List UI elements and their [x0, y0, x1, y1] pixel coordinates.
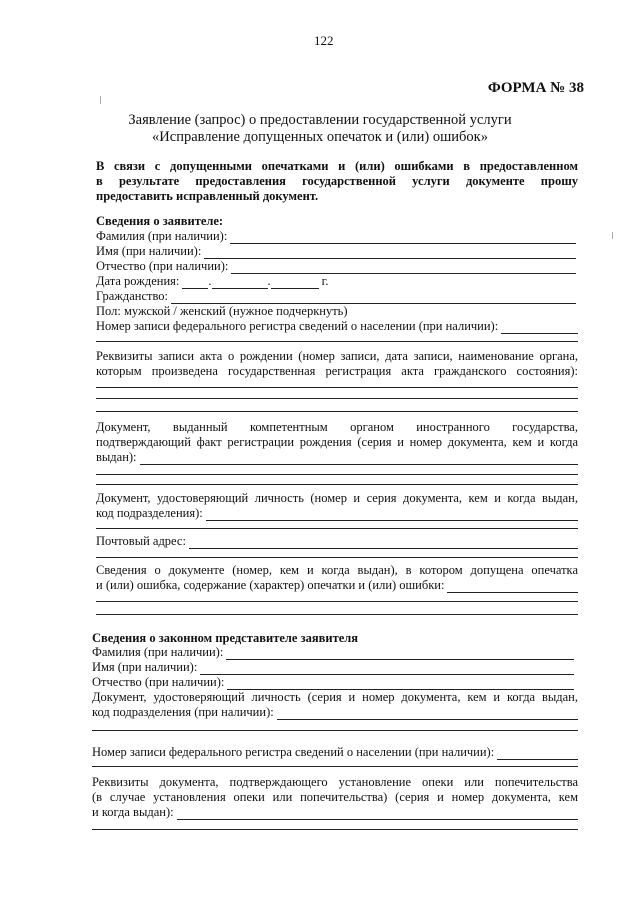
rep-name-label: Имя (при наличии):: [92, 660, 198, 674]
registry-extra-line[interactable]: [96, 341, 578, 342]
birthdate-separator: .: [208, 274, 212, 288]
foreign-doc-input-line[interactable]: [96, 484, 578, 485]
birth-year-input-line[interactable]: [271, 277, 319, 289]
address-input-line[interactable]: [189, 537, 578, 549]
name-input-line[interactable]: [204, 247, 576, 259]
error-doc-line-1: Сведения о документе (номер, кем и когда выдан), в котором допущена опечатка: [96, 563, 578, 577]
identity-input-line[interactable]: [206, 509, 578, 521]
guardianship-line-1: Реквизиты документа, подтверждающего установление опеки или попечительства: [92, 775, 578, 789]
rep-name-input-line[interactable]: [200, 663, 574, 675]
citizenship-input-line[interactable]: [171, 292, 576, 304]
rep-registry-label: Номер записи федерального регистра сведений о населении (при наличии):: [92, 745, 495, 759]
surname-input-line[interactable]: [230, 232, 576, 244]
guardianship-line-2: (в случае установления опеки или попечительства) (серия и номер документа, кем: [92, 790, 578, 804]
patronymic-label: Отчество (при наличии):: [96, 259, 229, 273]
rep-identity-line-2: код подразделения (при наличии):: [92, 705, 274, 719]
birth-record-line-2: которым произведена государственная регистрация акта гражданского состояния):: [96, 364, 578, 378]
registry-label: Номер записи федерального регистра сведений о населении (при наличии):: [96, 319, 499, 333]
rep-patronymic-label: Отчество (при наличии):: [92, 675, 225, 689]
applicant-citizenship-field[interactable]: [96, 289, 576, 304]
rep-identity-input-line[interactable]: [92, 730, 578, 731]
form-title-line-1: Заявление (запрос) о предоставлении государственной услуги: [128, 112, 512, 128]
applicant-registry-field[interactable]: [96, 319, 578, 334]
intro-line-3: предоставить исправленный документ.: [96, 189, 319, 203]
page-number: 122: [314, 33, 334, 48]
birth-day-input-line[interactable]: [182, 277, 208, 289]
scan-margin-mark: [612, 232, 613, 239]
guardianship-input-line[interactable]: [92, 829, 578, 830]
surname-label: Фамилия (при наличии):: [96, 229, 228, 243]
rep-patronymic-field[interactable]: [92, 675, 574, 690]
identity-field[interactable]: [96, 506, 578, 521]
birth-record-line-1: Реквизиты записи акта о рождении (номер записи, дата записи, наименование органа,: [96, 349, 578, 363]
patronymic-input-line[interactable]: [231, 262, 576, 274]
foreign-doc-input-line[interactable]: [96, 474, 578, 475]
guardianship-field[interactable]: [92, 805, 578, 820]
guardianship-input-line[interactable]: [177, 808, 578, 820]
rep-name-field[interactable]: [92, 660, 574, 675]
address-field[interactable]: [96, 534, 578, 549]
applicant-name-field[interactable]: [96, 244, 576, 259]
error-doc-field[interactable]: [96, 578, 578, 593]
birth-record-input-line[interactable]: [96, 387, 578, 388]
form-title-line-2: «Исправление допущенных опечаток и (или) ошибок»: [152, 129, 488, 145]
rep-surname-label: Фамилия (при наличии):: [92, 645, 224, 659]
foreign-doc-input-line[interactable]: [140, 453, 578, 465]
error-doc-input-line[interactable]: [96, 614, 578, 615]
identity-line-2: код подразделения):: [96, 506, 203, 520]
rep-surname-field[interactable]: [92, 645, 574, 660]
rep-registry-field[interactable]: [92, 745, 578, 760]
rep-registry-input-line[interactable]: [92, 766, 578, 767]
birth-record-input-line[interactable]: [96, 411, 578, 412]
address-label: Почтовый адрес:: [96, 534, 186, 548]
name-label: Имя (при наличии):: [96, 244, 202, 258]
gender-label: Пол: мужской / женский (нужное подчеркнуть): [96, 304, 348, 318]
applicant-birthdate-field[interactable]: [96, 274, 328, 289]
rep-identity-line-1: Документ, удостоверяющий личность (серия и номер документа, кем и когда выдан,: [92, 690, 578, 704]
intro-line-1: В связи с допущенными опечатками и (или) ошибками в предоставленном: [96, 159, 578, 173]
applicant-surname-field[interactable]: [96, 229, 576, 244]
foreign-doc-field[interactable]: [96, 450, 578, 465]
birth-month-input-line[interactable]: [212, 277, 268, 289]
applicant-patronymic-field[interactable]: [96, 259, 576, 274]
citizenship-label: Гражданство:: [96, 289, 169, 303]
rep-identity-input-line[interactable]: [277, 708, 578, 720]
birthdate-separator: .: [267, 274, 271, 288]
rep-identity-field[interactable]: [92, 705, 578, 720]
registry-input-line[interactable]: [501, 322, 578, 334]
birth-record-input-line[interactable]: [96, 398, 578, 399]
identity-input-line[interactable]: [96, 528, 578, 529]
identity-line-1: Документ, удостоверяющий личность (номер и серия документа, кем и когда выдан,: [96, 491, 578, 505]
rep-surname-input-line[interactable]: [226, 648, 574, 660]
intro-line-2: в результате предоставления государственной услуги документе прошу: [96, 174, 578, 188]
applicant-heading: Сведения о заявителе:: [96, 214, 224, 228]
foreign-doc-line-2: подтверждающий факт регистрации рождения (серия и номер документа, кем и когда: [96, 435, 578, 449]
error-doc-input-line[interactable]: [447, 581, 578, 593]
representative-heading: Сведения о законном представителе заявителя: [92, 631, 359, 645]
rep-patronymic-input-line[interactable]: [227, 678, 574, 690]
rep-registry-input-line[interactable]: [497, 748, 578, 760]
guardianship-line-3: и когда выдан):: [92, 805, 174, 819]
address-input-line[interactable]: [96, 557, 578, 558]
scan-margin-mark: [100, 96, 101, 104]
birthdate-year-suffix: г.: [321, 274, 329, 288]
form-label: ФОРМА № 38: [487, 80, 584, 96]
foreign-doc-line-3: выдан):: [96, 450, 137, 464]
birthdate-label: Дата рождения:: [96, 274, 180, 288]
error-doc-line-2: и (или) ошибка, содержание (характер) опечатки и (или) ошибки:: [96, 578, 445, 592]
foreign-doc-line-1: Документ, выданный компетентным органом иностранного государства,: [96, 420, 578, 434]
error-doc-input-line[interactable]: [96, 601, 578, 602]
